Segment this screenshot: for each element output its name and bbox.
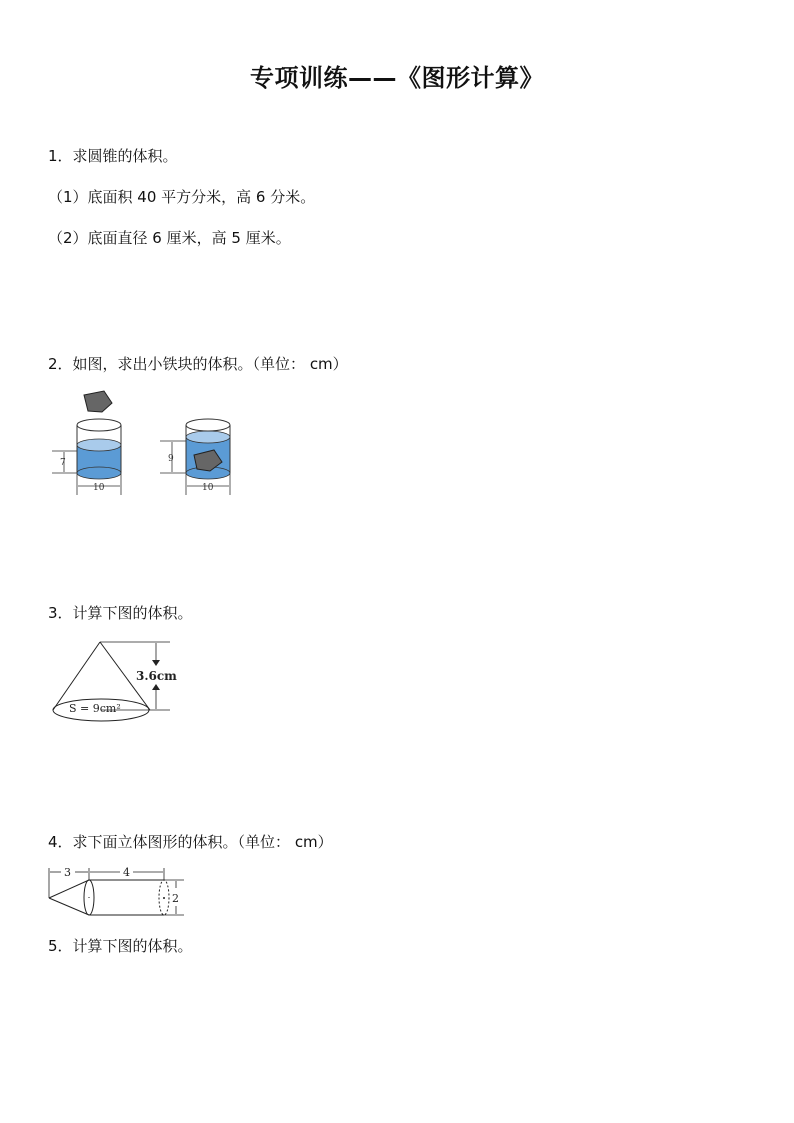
cone-base-label: S = 9cm² (69, 702, 121, 715)
iron-block-outside (84, 391, 112, 412)
page-title: 专项训练——《图形计算》 (250, 64, 544, 92)
right-height-label: 9 (168, 454, 174, 464)
question-3-stem: 3．计算下图的体积。 (48, 604, 193, 622)
cone-cylinder-solid (49, 866, 184, 915)
left-cylinder (52, 419, 121, 495)
diameter-label: 2 (172, 892, 179, 905)
right-cylinder (160, 419, 230, 495)
question-5-stem: 5．计算下图的体积。 (48, 937, 193, 955)
question-2-stem: 2．如图，求出小铁块的体积。（单位： cm） (48, 355, 348, 373)
question-4-stem: 4．求下面立体图形的体积。（单位： cm） (48, 833, 333, 851)
cone-length-label: 3 (64, 866, 71, 879)
cone (53, 642, 177, 721)
question-2-figure (44, 385, 244, 500)
question-3-figure (48, 634, 188, 729)
question-1-part-2: （2）底面直径 6 厘米，高 5 厘米。 (48, 229, 291, 247)
left-width-label: 10 (93, 483, 105, 493)
right-width-label: 10 (202, 483, 214, 493)
question-1-stem: 1．求圆锥的体积。 (48, 147, 178, 165)
question-4-figure (44, 862, 189, 920)
cone-height-label: 3.6cm (136, 669, 177, 683)
question-1-part-1: （1）底面积 40 平方分米，高 6 分米。 (48, 188, 316, 206)
cylinder-length-label: 4 (123, 866, 130, 879)
left-height-label: 7 (60, 458, 66, 468)
